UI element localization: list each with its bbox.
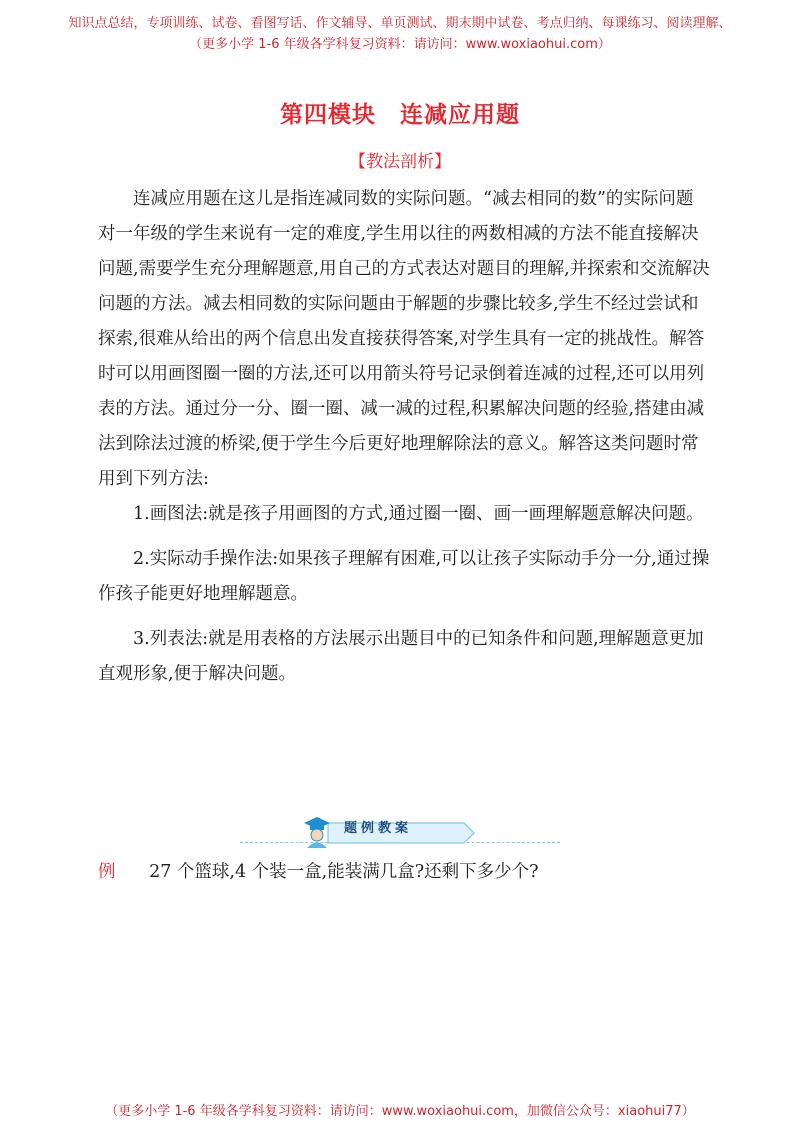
intro-paragraph: 连减应用题在这儿是指连减同数的实际问题。“减去相同的数”的实际问题对一年级的学生来说有一定的难度,学生用以往的两数相减的方法不能直接解决问题,需要学生充分理解题意,用自己的方式表达对题目的理解,并探索和交流解决问题的方法。减去相同数的实际问题由于解题的步骤比较多,学生不经过尝试和探索,很难从给出的两个信息出发直接获得答案,对学生具有一定的挑战性。解答时可以用画图圈一圈的方法,还可以用箭头符号记录倒着连减的过程,还可以用列表的方法。通过分一分、圈一圈、减一减的过程,积累解决问题的经验,搭建由减法到除法过渡的桥梁,便于学生今后更好地理解除法的意义。解答这类问题时常用到下列方法:	[98, 189, 710, 489]
method-item-1: 1.画图法:就是孩子用画图的方式,通过圈一圈、画一画理解题意解决问题。	[133, 504, 704, 524]
footer-line: （更多小学 1-6 年级各学科复习资料：请访问：www.woxiaohui.com，加微信公众号：xiaohui77）	[105, 1104, 695, 1119]
example-label: 例	[98, 862, 116, 882]
section-subtitle: 【教法剖析】	[349, 152, 451, 172]
scholar-icon	[302, 815, 332, 849]
example-problem	[98, 858, 539, 883]
banner-label: 题例教案	[344, 821, 413, 836]
example-text: 27 个篮球,4 个装一盒,能装满几盒?还剩下多少个?	[149, 862, 539, 882]
method-item-2: 2.实际动手操作法:如果孩子理解有困难,可以让孩子实际动手分一分,通过操作孩子能更好地理解题意。	[98, 549, 710, 604]
body-text	[98, 182, 710, 692]
example-banner	[240, 815, 560, 851]
header-website-line: （更多小学 1-6 年级各学科复习资料：请访问：www.woxiaohui.com）	[189, 37, 611, 52]
method-item-3: 3.列表法:就是用表格的方法展示出题目中的已知条件和问题,理解题意更加直观形象,便于解决问题。	[98, 629, 704, 684]
header-promo-line: 知识点总结，专项训练、试卷、看图写话、作文辅导、单页测试、期末期中试卷、考点归纳、每课练习、阅读理解、	[68, 16, 732, 31]
page-title: 第四模块 连减应用题	[280, 101, 520, 128]
